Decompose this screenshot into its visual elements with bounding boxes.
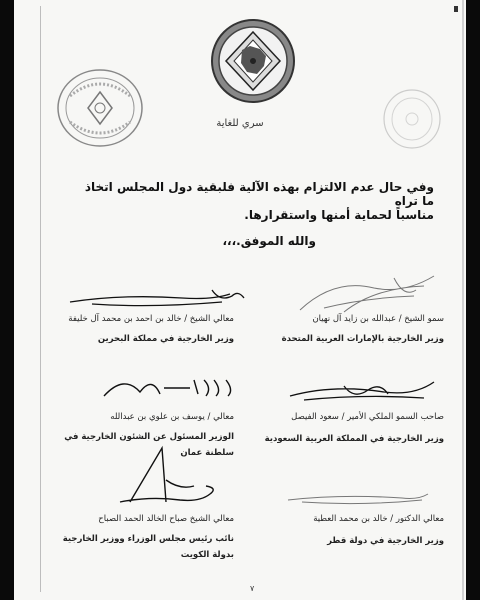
signature-qatar [282,486,432,510]
signatory-name-uae: سمو الشيخ / عبدالله بن زايد آل نهيان [312,314,444,324]
edge-mark [454,6,458,12]
signature-bahrain [62,280,252,316]
classification-label: سري للغاية [216,118,264,129]
signatory-title-qatar: وزير الخارجية في دولة قطر [327,536,444,546]
signature-uae [294,268,444,318]
signatory-title-kuwait: نائب رئيس مجلس الوزراء ووزير الخارجية [62,534,234,544]
signatory-name-bahrain: معالي الشيخ / خالد بن احمد بن محمد آل خليفة [68,314,234,324]
signatory-title-uae: وزير الخارجية بالإمارات العربية المتحدة [281,334,444,344]
official-stamp-left [56,68,144,148]
signature-oman [94,366,264,408]
gcc-emblem [210,18,296,104]
body-line-1: وفي حال عدم الالتزام بهذه الآلية فلبقية دول المجلس اتخاذ ما تراه [84,180,434,208]
signatory-title-bahrain: وزير الخارجية في مملكة البحرين [97,334,234,344]
signatory-name-qatar: معالي الدكتور / خالد بن محمد العطية [313,514,444,524]
closing-line: والله الموفق.،،، [222,234,316,248]
signatory-title-oman: الوزير المسئول عن الشئون الخارجية في [64,432,234,442]
signatory-name-saudi: صاحب السمو الملكي الأمير / سعود الفيصل [291,412,444,422]
signatory-title-kuwait-line2: بدولة الكويت [180,550,234,560]
body-line-2: مناسباً لحماية أمنها واستقرارها. [244,208,434,222]
document-page [14,0,466,600]
signatory-name-kuwait: معالي الشيخ صباح الخالد الحمد الصباح [98,514,234,524]
signatory-title-saudi: وزير الخارجية في المملكة العربية السعودية [264,434,444,444]
page-number: ٧ [250,584,255,593]
signatory-title-oman-line2: سلطنة عمان [180,448,234,458]
signature-saudi [284,372,444,408]
signature-kuwait [110,440,230,510]
signatory-name-oman: معالي / يوسف بن علوي بن عبدالله [110,412,234,422]
